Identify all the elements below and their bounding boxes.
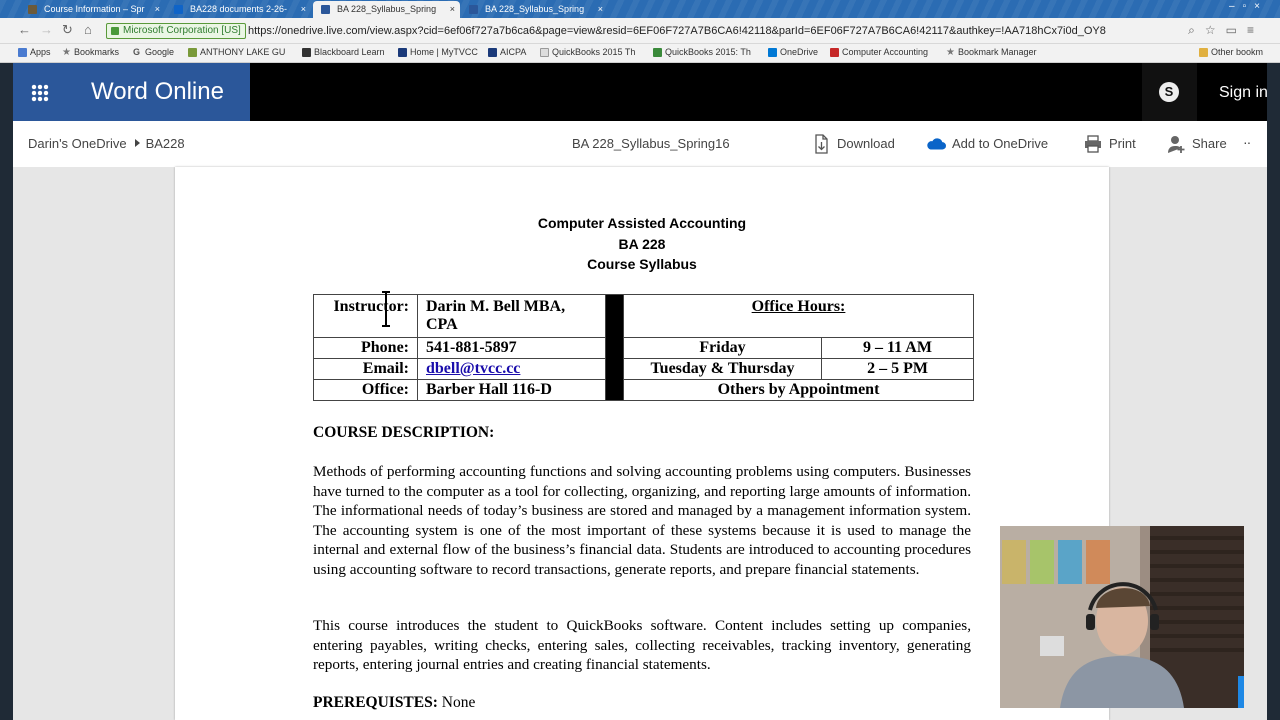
office-time: 9 – 11 AM <box>822 338 974 359</box>
breadcrumb <box>28 136 185 151</box>
bookmark-other[interactable]: Other bookm <box>1199 47 1263 57</box>
star-icon[interactable]: ☆ <box>1204 23 1226 37</box>
phone-value: 541-881-5897 <box>418 338 606 359</box>
office-label: Office: <box>314 380 418 401</box>
star-icon: ★ <box>62 47 71 58</box>
breadcrumb-root[interactable]: Darin's OneDrive <box>28 136 127 151</box>
waffle-icon <box>31 84 49 102</box>
lock-icon <box>111 27 119 35</box>
doc-title-line-3: Course Syllabus <box>587 256 697 272</box>
bookmarks-bar <box>0 44 1280 63</box>
browser-tab[interactable]: BA228 documents 2-26- × <box>166 1 311 18</box>
browser-tab[interactable]: BA 228_Syllabus_Spring × <box>461 1 608 18</box>
tab-favicon-icon <box>469 5 478 14</box>
bookmark-item[interactable]: QuickBooks 2015: Th <box>653 47 751 57</box>
webcam-overlay <box>1000 526 1244 708</box>
secure-badge[interactable]: Microsoft Corporation [US] <box>106 23 246 39</box>
bookmark-item[interactable]: ★ Bookmark Manager <box>946 47 1037 58</box>
breadcrumb-folder[interactable]: BA228 <box>145 136 185 151</box>
bookmark-item[interactable]: QuickBooks 2015 Th <box>540 47 635 57</box>
site-icon <box>398 48 407 57</box>
bookmark-item[interactable]: G Google <box>133 47 175 57</box>
forward-icon[interactable]: → <box>40 22 53 37</box>
app-header <box>13 63 1267 121</box>
skype-icon: S <box>1159 82 1179 102</box>
address-actions[interactable] <box>1188 23 1264 38</box>
doc-title-line-1: Computer Assisted Accounting <box>537 215 747 231</box>
office-time: 2 – 5 PM <box>822 359 974 380</box>
page-icon <box>540 48 549 57</box>
share-person-icon <box>1166 134 1186 154</box>
prerequisites-line: PREREQUISTES: None <box>313 694 476 711</box>
apps-icon <box>18 48 27 57</box>
text-cursor-icon <box>379 291 393 327</box>
app-launcher-button[interactable] <box>13 63 68 121</box>
share-button[interactable]: Share <box>1166 134 1227 154</box>
course-description-heading: COURSE DESCRIPTION: <box>313 424 495 441</box>
window-controls[interactable]: ‒▫× <box>1229 1 1268 12</box>
tab-close-icon[interactable]: × <box>449 4 455 14</box>
menu-icon[interactable]: ≡ <box>1246 23 1264 37</box>
bookmark-item[interactable]: OneDrive <box>768 47 818 57</box>
phone-label: Phone: <box>314 338 418 359</box>
course-description-paragraph: Methods of performing accounting functions and solving accounting problems using computers. Businesses have turned to the computer as a tool for collecting, organizing, and reporting large amounts of information. The informational needs of today’s business are stored and managed by a management information system. The accounting system is one of the most important of these systems because it is used to manage the internal and external flow of the business’s financial data. Students are introduced to accounting procedures using accounting software to record transactions, generate reports, and prepare financial statements. <box>313 463 971 578</box>
instructor-label: Instructor: <box>314 295 418 338</box>
bookmark-item[interactable]: Home | MyTVCC <box>398 47 478 57</box>
office-value: Barber Hall 116-D <box>418 380 606 401</box>
home-icon[interactable]: ⌂ <box>84 22 92 37</box>
bookmark-item[interactable]: Computer Accounting <box>830 47 928 57</box>
command-bar <box>13 121 1267 167</box>
presenter-video-image <box>1000 526 1244 708</box>
star-icon: ★ <box>946 47 955 58</box>
email-label: Email: <box>314 359 418 380</box>
office-hours-header: Office Hours: <box>624 295 974 338</box>
course-content-paragraph: This course introduces the student to QuickBooks software. Content includes setting up companies, entering payables, writing checks, entering sales, collecting receivables, tracking inventory, generating reports, entering journal entries and creating financial statements. <box>313 617 971 673</box>
chevron-right-icon <box>135 139 140 147</box>
office-day: Friday <box>624 338 822 359</box>
browser-tab-bar <box>0 0 1280 18</box>
download-button[interactable]: Download <box>811 134 895 154</box>
tab-favicon-icon <box>174 5 183 14</box>
browser-tab[interactable]: Course Information – Spr × <box>20 1 165 18</box>
email-cell <box>418 359 606 380</box>
bookmark-apps[interactable]: Apps <box>18 47 51 57</box>
document-page[interactable] <box>175 167 1109 720</box>
print-button[interactable]: Print <box>1083 134 1136 154</box>
download-icon <box>811 134 831 154</box>
email-link[interactable]: dbell@tvcc.cc <box>426 360 521 377</box>
onedrive-icon <box>768 48 777 57</box>
tab-favicon-icon <box>321 5 330 14</box>
instructor-value: Darin M. Bell MBA, CPA <box>418 295 606 338</box>
site-icon <box>488 48 497 57</box>
office-day: Tuesday & Thursday <box>624 359 822 380</box>
office-hours-other: Others by Appointment <box>624 380 974 401</box>
cloud-icon <box>926 134 946 154</box>
google-icon: G <box>133 47 141 57</box>
bookmark-item[interactable]: Blackboard Learn <box>302 47 385 57</box>
app-brand[interactable]: Word Online <box>68 63 250 121</box>
browser-tab-active[interactable]: BA 228_Syllabus_Spring × <box>313 1 460 18</box>
cast-icon[interactable]: ▭ <box>1225 23 1247 37</box>
printer-icon <box>1083 134 1103 154</box>
tab-close-icon[interactable]: × <box>300 4 306 14</box>
doc-title-line-2: BA 228 <box>618 236 666 252</box>
back-icon[interactable]: ← <box>18 22 31 37</box>
url-field[interactable]: https://onedrive.live.com/view.aspx?cid=6ef06f727a7b6ca6&page=view&resid=6EF06F727A7B6CA6!42118&parId=6EF06F727A7B6CA6!42117&authkey=!AA718hCx7i0d_OY8 <box>248 25 1106 37</box>
more-options-button[interactable]: ·· <box>1243 134 1251 150</box>
folder-icon <box>1199 48 1208 57</box>
tab-close-icon[interactable]: × <box>597 4 603 14</box>
tab-favicon-icon <box>28 5 37 14</box>
sign-in-link[interactable]: Sign in <box>1219 84 1268 101</box>
bookmark-item[interactable]: ★ Bookmarks <box>62 47 120 58</box>
site-icon <box>653 48 662 57</box>
site-icon <box>188 48 197 57</box>
document-title: BA 228_Syllabus_Spring16 <box>572 136 730 151</box>
table-divider <box>606 295 624 401</box>
tab-close-icon[interactable]: × <box>154 4 160 14</box>
instructor-info-table <box>313 294 974 401</box>
add-to-onedrive-button[interactable]: Add to OneDrive <box>926 134 1048 154</box>
bookmark-item[interactable]: ANTHONY LAKE GU <box>188 47 285 57</box>
reload-icon[interactable]: ↻ <box>62 22 73 37</box>
zoom-icon[interactable]: ⌕ <box>1188 23 1205 37</box>
address-bar <box>0 18 1280 44</box>
blackboard-icon <box>302 48 311 57</box>
skype-button[interactable] <box>1142 63 1197 121</box>
bookmark-item[interactable]: AICPA <box>488 47 526 57</box>
site-icon <box>830 48 839 57</box>
